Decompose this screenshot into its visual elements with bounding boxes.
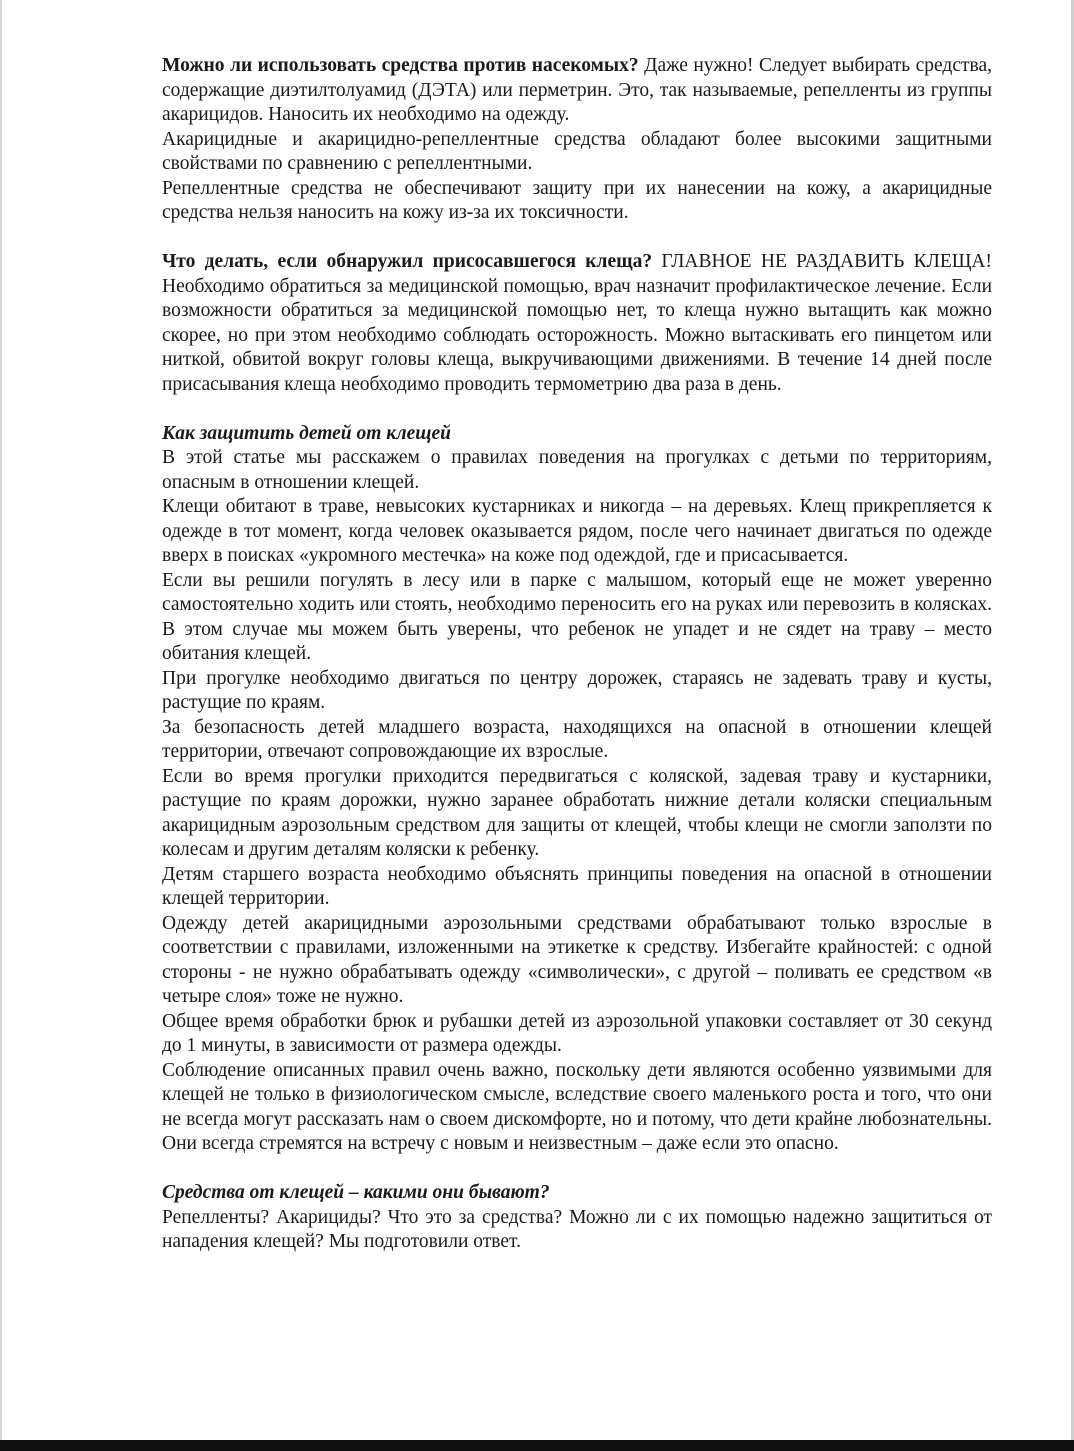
tick-bite-paragraph	[162, 250, 992, 397]
children-paragraph: Клещи обитают в траве, невысоких кустарниках и никогда – на деревьях. Клещ прикрепляется к одежде в тот момент, когда человек оказывается рядом, после чего начинает двигаться по одежде вверх в поисках «укромного местечка» на коже под одеждой, где и присасывается.	[162, 496, 992, 566]
tick-remedies-paragraph: Репелленты? Акарициды? Что это за средства? Можно ли с их помощью надежно защититься от нападения клещей? Мы подготовили ответ.	[162, 1206, 992, 1252]
repellent-skin-paragraph: Репеллентные средства не обеспечивают защиту при их нанесении на кожу, а акарицидные средства нельзя наносить на кожу из-за их токсичности.	[162, 177, 992, 223]
document-content	[162, 54, 992, 1255]
children-paragraph: Детям старшего возраста необходимо объяснять принципы поведения на опасной в отношении клещей территории.	[162, 863, 992, 909]
children-paragraph: За безопасность детей младшего возраста, находящихся на опасной в отношении клещей территории, отвечают сопровождающие их взрослые.	[162, 716, 992, 762]
children-paragraph: В этой статье мы расскажем о правилах поведения на прогулках с детьми по территориям, опасным в отношении клещей.	[162, 447, 992, 493]
insecticide-answer: Даже нужно! Следует выбирать средства, содержащие диэтилтолуамид (ДЭТА) или перметрин. Это, так называемые, репелленты из группы акарицидов. Наносить их необходимо на одежду.	[162, 55, 992, 125]
spacer	[162, 397, 992, 422]
insecticide-question-paragraph	[162, 54, 992, 128]
children-paragraph: Одежду детей акарицидными аэрозольными средствами обрабатывают только взрослые в соответствии с правилами, изложенными на этикетке к средству. Избегайте крайностей: с одной стороны - не нужно обрабатывать одежду «символически», с другой – поливать ее средством «в четыре слоя» тоже не нужно.	[162, 912, 992, 1007]
tick-bite-answer: ГЛАВНОЕ НЕ РАЗДАВИТЬ КЛЕЩА! Необходимо обратиться за медицинской помощью, врач назначит профилактическое лечение. Если возможности обратиться за медицинской помощью нет, то клеща нужно вытащить как можно скорее, но при этом необходимо соблюдать осторожность. Можно вытаскивать его пинцетом или ниткой, обвитой вокруг головы клеща, выкручивающими движениями. В течение 14 дней после присасывания клеща необходимо проводить термометрию два раза в день.	[162, 251, 992, 395]
insecticide-question: Можно ли использовать средства против насекомых?	[162, 55, 639, 76]
spacer	[162, 226, 992, 251]
children-protection-heading: Как защитить детей от клещей	[162, 422, 451, 444]
children-paragraph: При прогулке необходимо двигаться по центру дорожек, стараясь не задевать траву и кусты, растущие по краям.	[162, 667, 992, 713]
children-paragraph: Соблюдение описанных правил очень важно, поскольку дети являются особенно уязвимыми для клещей не только в физиологическом смысле, вследствие своего маленького роста и того, что они не всегда могут рассказать нам о своем дискомфорте, но и потому, что дети крайне любознательны. Они всегда стремятся на встречу с новым и неизвестным – даже если это опасно.	[162, 1059, 992, 1154]
children-paragraph: Общее время обработки брюк и рубашки детей из аэрозольной упаковки составляет от 30 секунд до 1 минуты, в зависимости от размера одежды.	[162, 1010, 992, 1056]
acaricide-comparison-paragraph: Акарицидные и акарицидно-репеллентные средства обладают более высокими защитными свойствами по сравнению с репеллентными.	[162, 128, 992, 174]
children-paragraph: Если во время прогулки приходится передвигаться с коляской, задевая траву и кустарники, растущие по краям дорожки, нужно заранее обработать нижние детали коляски специальным акарицидным аэрозольным средством для защиты от клещей, чтобы клещи не смогли заползти по колесам и другим деталям коляски к ребенку.	[162, 765, 992, 860]
page-left-edge	[0, 0, 2, 1440]
tick-bite-question: Что делать, если обнаружил присосавшегося клеща?	[162, 251, 653, 272]
spacer	[162, 1157, 992, 1182]
bottom-black-bar	[0, 1440, 1074, 1451]
tick-remedies-heading: Средства от клещей – какими они бывают?	[162, 1182, 550, 1203]
children-paragraph: Если вы решили погулять в лесу или в парке с малышом, который еще не может уверенно самостоятельно ходить или стоять, необходимо переносить его на руках или перевозить в колясках. В этом случае мы можем быть уверены, что ребенок не упадет и не сядет на траву – место обитания клещей.	[162, 569, 992, 664]
